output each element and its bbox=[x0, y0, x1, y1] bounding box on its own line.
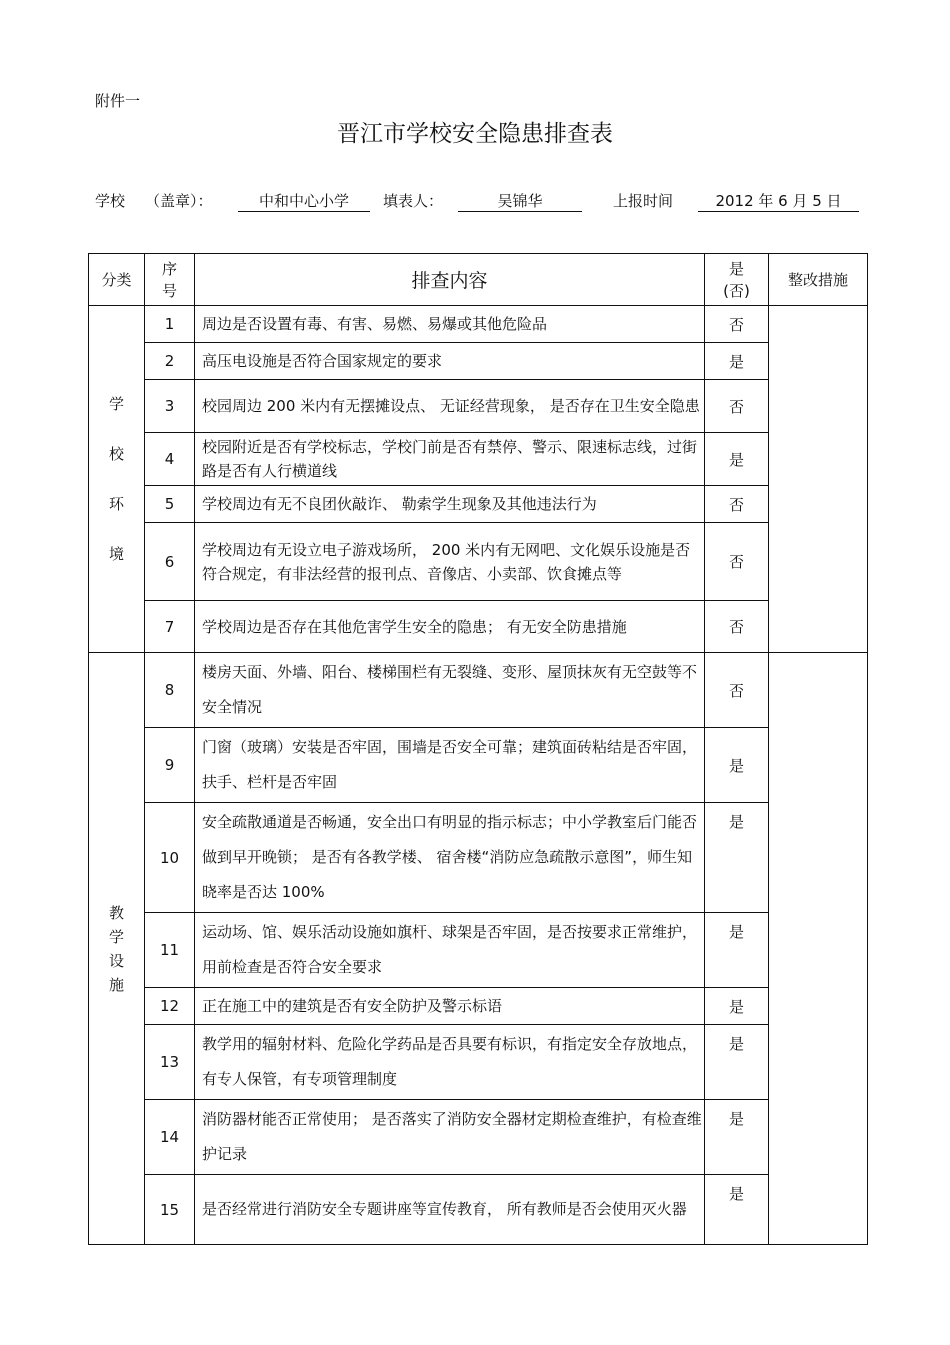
category-char: 教 bbox=[108, 903, 124, 922]
category-teaching-facilities bbox=[89, 653, 145, 1245]
page-title: 晋江市学校安全隐患排查表 bbox=[337, 121, 613, 147]
row-content: 学校周边有无设立电子游戏场所， 200 米内有无网吧、文化娱乐设施是否符合规定，有非法经营的报刊点、音像店、小卖部、饮食摊点等 bbox=[195, 523, 705, 601]
row-answer: 是 bbox=[705, 728, 769, 803]
row-answer: 是 bbox=[705, 343, 769, 380]
row-number: 15 bbox=[145, 1175, 195, 1245]
row-content: 门窗（玻璃）安装是否牢固，围墙是否安全可靠；建筑面砖粘结是否牢固，扶手、栏杆是否牢固 bbox=[195, 728, 705, 803]
col-header-number-l1: 序 bbox=[161, 259, 177, 278]
row-number: 7 bbox=[145, 601, 195, 653]
row-number: 1 bbox=[145, 306, 195, 343]
category-char: 学 bbox=[108, 927, 124, 946]
school-name-field: 中和中心小学 bbox=[238, 190, 370, 212]
seal-label: （盖章）： bbox=[145, 192, 213, 210]
row-number: 9 bbox=[145, 728, 195, 803]
school-label: 学校 bbox=[95, 192, 126, 210]
row-answer: 否 bbox=[705, 306, 769, 343]
table-row bbox=[89, 486, 868, 523]
row-content: 是否经常进行消防安全专题讲座等宣传教育， 所有教师是否会使用灭火器 bbox=[195, 1175, 705, 1245]
row-number: 10 bbox=[145, 803, 195, 913]
category-char: 校 bbox=[108, 445, 124, 463]
category-char: 施 bbox=[108, 975, 124, 994]
report-time-label: 上报时间 bbox=[613, 192, 674, 210]
row-content: 学校周边是否存在其他危害学生安全的隐患； 有无安全防患措施 bbox=[195, 601, 705, 653]
measures-cell-school-environment bbox=[769, 306, 868, 653]
row-content: 消防器材能否正常使用； 是否落实了消防安全器材定期检查维护，有检查维护记录 bbox=[195, 1100, 705, 1175]
category-school-environment bbox=[89, 306, 145, 653]
row-number: 5 bbox=[145, 486, 195, 523]
row-content: 运动场、馆、娱乐活动设施如旗杆、球架是否牢固，是否按要求正常维护，用前检查是否符合安全要求 bbox=[195, 913, 705, 988]
report-date-field: 2012 年 6 月 5 日 bbox=[698, 190, 859, 212]
table-header-row bbox=[89, 254, 868, 306]
col-header-measures: 整改措施 bbox=[769, 254, 868, 306]
row-answer: 是 bbox=[705, 988, 769, 1025]
row-number: 4 bbox=[145, 433, 195, 486]
row-answer: 是 bbox=[705, 803, 769, 913]
col-header-yesno-l2: (否) bbox=[723, 281, 750, 300]
row-answer: 是 bbox=[705, 1100, 769, 1175]
row-number: 14 bbox=[145, 1100, 195, 1175]
col-header-number-l2: 号 bbox=[161, 281, 177, 300]
inspection-table bbox=[88, 253, 868, 1245]
row-content: 周边是否设置有毒、有害、易燃、易爆或其他危险品 bbox=[195, 306, 705, 343]
row-number: 6 bbox=[145, 523, 195, 601]
table-row bbox=[89, 728, 868, 803]
row-content: 教学用的辐射材料、危险化学药品是否具要有标识，有指定安全存放地点，有专人保管，有专项管理制度 bbox=[195, 1025, 705, 1100]
table-row bbox=[89, 803, 868, 913]
row-answer: 否 bbox=[705, 486, 769, 523]
table-row bbox=[89, 1100, 868, 1175]
table-row bbox=[89, 988, 868, 1025]
row-number: 12 bbox=[145, 988, 195, 1025]
table-row bbox=[89, 306, 868, 343]
row-number: 8 bbox=[145, 653, 195, 728]
col-header-number bbox=[145, 254, 195, 306]
table-row bbox=[89, 433, 868, 486]
col-header-category: 分类 bbox=[89, 254, 145, 306]
row-number: 2 bbox=[145, 343, 195, 380]
row-answer: 是 bbox=[705, 1175, 769, 1245]
category-char: 设 bbox=[108, 951, 124, 970]
row-answer: 否 bbox=[705, 601, 769, 653]
table-row bbox=[89, 601, 868, 653]
row-content: 高压电设施是否符合国家规定的要求 bbox=[195, 343, 705, 380]
table-row bbox=[89, 343, 868, 380]
row-number: 3 bbox=[145, 380, 195, 433]
row-content: 校园附近是否有学校标志，学校门前是否有禁停、警示、限速标志线，过街路是否有人行横道线 bbox=[195, 433, 705, 486]
row-content: 安全疏散通道是否畅通，安全出口有明显的指示标志；中小学教室后门能否做到早开晚锁； 是否有各教学楼、 宿舍楼“消防应急疏散示意图”，师生知晓率是否达 100% bbox=[195, 803, 705, 913]
col-header-content: 排查内容 bbox=[195, 254, 705, 306]
table-row bbox=[89, 1025, 868, 1100]
filler-name-field: 吴锦华 bbox=[458, 190, 582, 212]
row-content: 校园周边 200 米内有无摆摊设点、 无证经营现象， 是否存在卫生安全隐患 bbox=[195, 380, 705, 433]
category-char: 环 bbox=[108, 495, 124, 513]
col-header-yesno bbox=[705, 254, 769, 306]
col-header-yesno-l1: 是 bbox=[728, 259, 744, 278]
row-answer: 否 bbox=[705, 523, 769, 601]
row-answer: 是 bbox=[705, 1025, 769, 1100]
row-number: 11 bbox=[145, 913, 195, 988]
row-content: 学校周边有无不良团伙敲诈、 勒索学生现象及其他违法行为 bbox=[195, 486, 705, 523]
row-answer: 否 bbox=[705, 653, 769, 728]
table-row bbox=[89, 523, 868, 601]
row-content: 正在施工中的建筑是否有安全防护及警示标语 bbox=[195, 988, 705, 1025]
category-char: 境 bbox=[108, 545, 124, 563]
row-answer: 否 bbox=[705, 380, 769, 433]
table-row bbox=[89, 653, 868, 728]
attachment-label: 附件一 bbox=[95, 92, 141, 110]
row-content: 楼房天面、外墙、阳台、楼梯围栏有无裂缝、变形、屋顶抹灰有无空鼓等不安全情况 bbox=[195, 653, 705, 728]
filler-label: 填表人： bbox=[383, 192, 444, 210]
row-answer: 是 bbox=[705, 433, 769, 486]
measures-cell-teaching-facilities bbox=[769, 653, 868, 1245]
row-number: 13 bbox=[145, 1025, 195, 1100]
table-row bbox=[89, 380, 868, 433]
table-row bbox=[89, 1175, 868, 1245]
table-row bbox=[89, 913, 868, 988]
category-char: 学 bbox=[108, 395, 124, 413]
row-answer: 是 bbox=[705, 913, 769, 988]
